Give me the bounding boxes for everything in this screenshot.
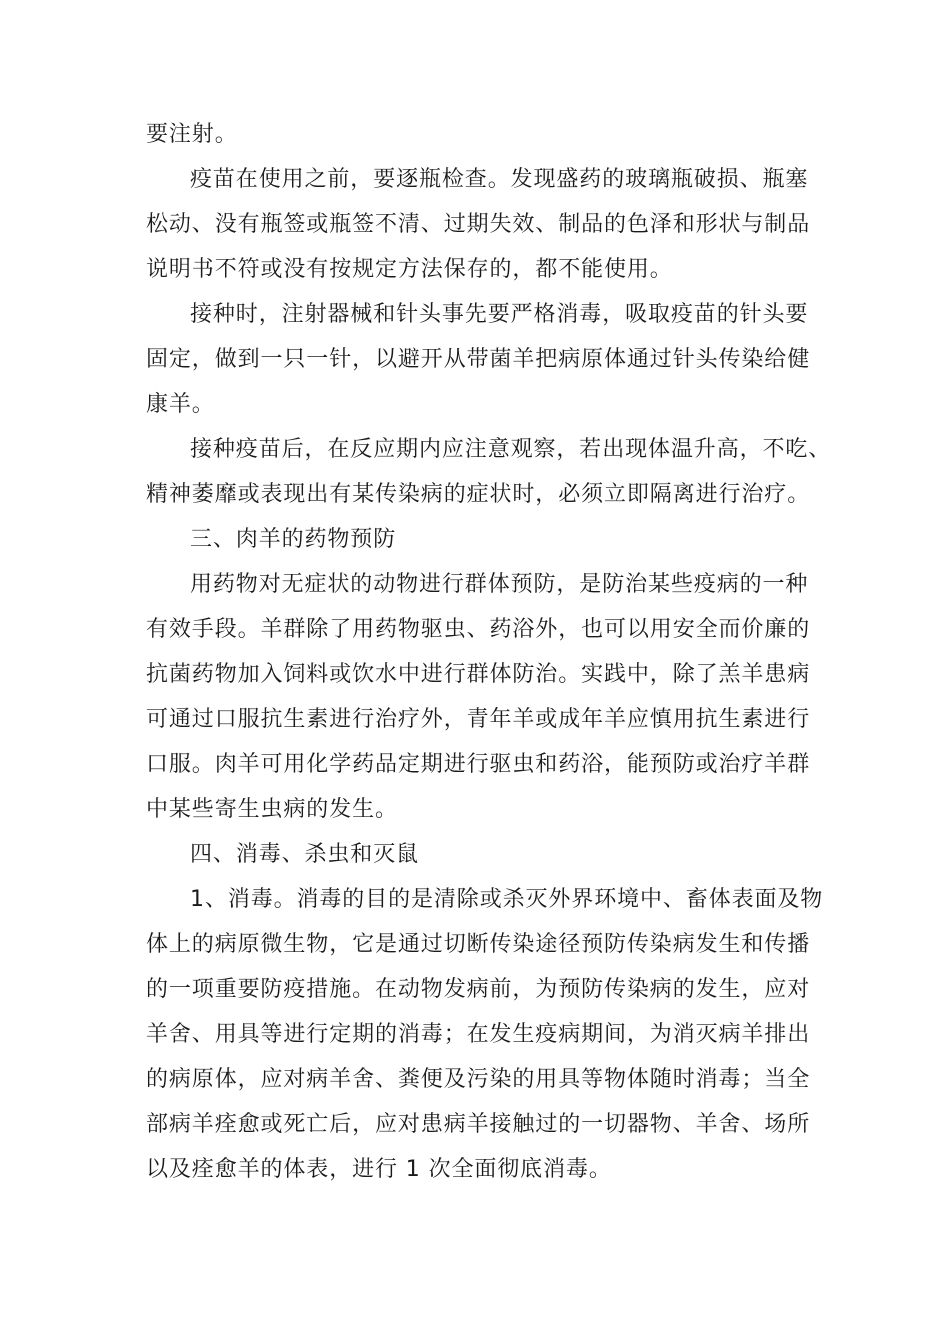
text-line: 康羊。 [146, 392, 215, 417]
text-line: 松动、没有瓶签或瓶签不清、过期失效、制品的色泽和形状与制品 [146, 212, 811, 237]
paragraph-start: 接种疫苗后，在反应期内应注意观察，若出现体温升高，不吃、 [190, 437, 832, 462]
text-line: 的病原体，应对病羊舍、粪便及污染的用具等物体随时消毒；当全 [146, 1067, 811, 1092]
text-line: 抗菌药物加入饲料或饮水中进行群体防治。实践中，除了羔羊患病 [146, 662, 811, 687]
text-line: 可通过口服抗生素进行治疗外，青年羊或成年羊应慎用抗生素进行 [146, 707, 811, 732]
text-line: 体上的病原微生物，它是通过切断传染途径预防传染病发生和传播 [146, 932, 811, 957]
text-line: 要注射。 [146, 122, 238, 147]
text-line: 的一项重要防疫措施。在动物发病前，为预防传染病的发生，应对 [146, 977, 811, 1002]
paragraph-start: 1、消毒。消毒的目的是清除或杀灭外界环境中、畜体表面及物 [190, 887, 824, 912]
paragraph-start: 接种时，注射器械和针头事先要严格消毒，吸取疫苗的针头要 [190, 302, 809, 327]
text-line: 说明书不符或没有按规定方法保存的，都不能使用。 [146, 257, 673, 282]
text-line: 精神萎靡或表现出有某传染病的症状时，必须立即隔离进行治疗。 [146, 482, 811, 507]
text-line: 以及痊愈羊的体表，进行 1 次全面彻底消毒。 [146, 1157, 612, 1182]
paragraph-start: 疫苗在使用之前，要逐瓶检查。发现盛药的玻璃瓶破损、瓶塞 [190, 167, 809, 192]
paragraph-start: 用药物对无症状的动物进行群体预防，是防治某些疫病的一种 [190, 572, 809, 597]
text-line: 中某些寄生虫病的发生。 [146, 797, 398, 822]
text-line: 羊舍、用具等进行定期的消毒；在发生疫病期间，为消灭病羊排出 [146, 1022, 811, 1047]
section-heading: 三、肉羊的药物预防 [190, 527, 397, 552]
text-line: 有效手段。羊群除了用药物驱虫、药浴外，也可以用安全而价廉的 [146, 617, 811, 642]
text-line: 固定，做到一只一针，以避开从带菌羊把病原体通过针头传染给健 [146, 347, 811, 372]
text-line: 口服。肉羊可用化学药品定期进行驱虫和药浴，能预防或治疗羊群 [146, 752, 811, 777]
text-line: 部病羊痊愈或死亡后，应对患病羊接触过的一切器物、羊舍、场所 [146, 1112, 811, 1137]
section-heading: 四、消毒、杀虫和灭鼠 [190, 842, 420, 867]
